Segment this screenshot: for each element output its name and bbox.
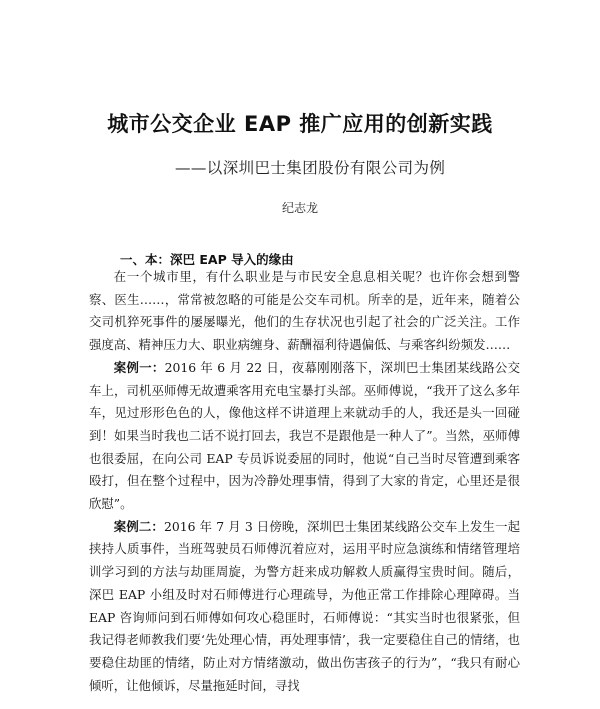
case-label: 案例二：: [113, 518, 164, 534]
case-label: 案例一：: [113, 359, 165, 375]
paragraph-case-two: [89, 516, 520, 698]
paper-title: 城市公交企业 EAP 推广应用的创新实践: [107, 112, 493, 136]
paper-subtitle: ——以深圳巴士集团股份有限公司为例: [175, 159, 446, 177]
section-heading: 一、本：深巴 EAP 导入的缘由: [120, 252, 294, 267]
paragraph-case-one: [89, 357, 520, 516]
paragraph-text: 在一个城市里，有什么职业是与市民安全息息相关呢？也许你会想到警察、医生……，常常被忽略的可能是公交车司机。所幸的是，近年来，随着公交司机猝死事件的屡屡曝光，他们的生存状况也引起了社会的广泛关注。工作强度高、精神压力大、职业病缠身、薪酬福利待遇偏低、与乘客纠纷频发……: [89, 269, 520, 353]
body-text: [89, 266, 520, 697]
paragraph-text: 2016 年 7 月 3 日傍晚，深圳巴士集团某线路公交车上发生一起挟持人质事件，当班驾驶员石师傅沉着应对，运用平时应急演练和情绪管理培训学习到的方法与劫匪周旋，为警方赶来成功解救人质赢得宝贵时间。随后，深巴 EAP 小组及时对石师傅进行心理疏导，为他正常工作排除心理障碍。当 EAP 咨询师问到石师傅如何攻心稳匪时，石师傅说：“其实当时也很紧张，但我记得老师教我们要‘先处理心情，再处理事情’，我一定要稳住自己的情绪，也要稳住劫匪的情绪，防止对方情绪激动，做出伤害孩子的行为”，“我只有耐心倾听，让他倾诉，尽量拖延时间，寻找: [89, 518, 521, 693]
author-name: 纪志龙: [281, 201, 318, 215]
paragraph-intro: [89, 266, 520, 357]
paragraph-text: 2016 年 6 月 22 日，夜幕刚刚落下，深圳巴士集团某线路公交车上，司机巫师傅无故遭乘客用充电宝暴打头部。巫师傅说，“我开了这么多年车，见过形形色色的人，像他这样不讲道理上来就动手的人，我还是头一回碰到！如果当时我也二话不说打回去，我岂不是跟他是一种人了”。当然，巫师傅也很委屈，在向公司 EAP 专员诉说委屈的同时，他说“自己当时尽管遭到乘客殴打，但在整个过程中，因为冷静处理事情，得到了大家的肯定，心里还是很欣慰”。: [89, 359, 520, 512]
